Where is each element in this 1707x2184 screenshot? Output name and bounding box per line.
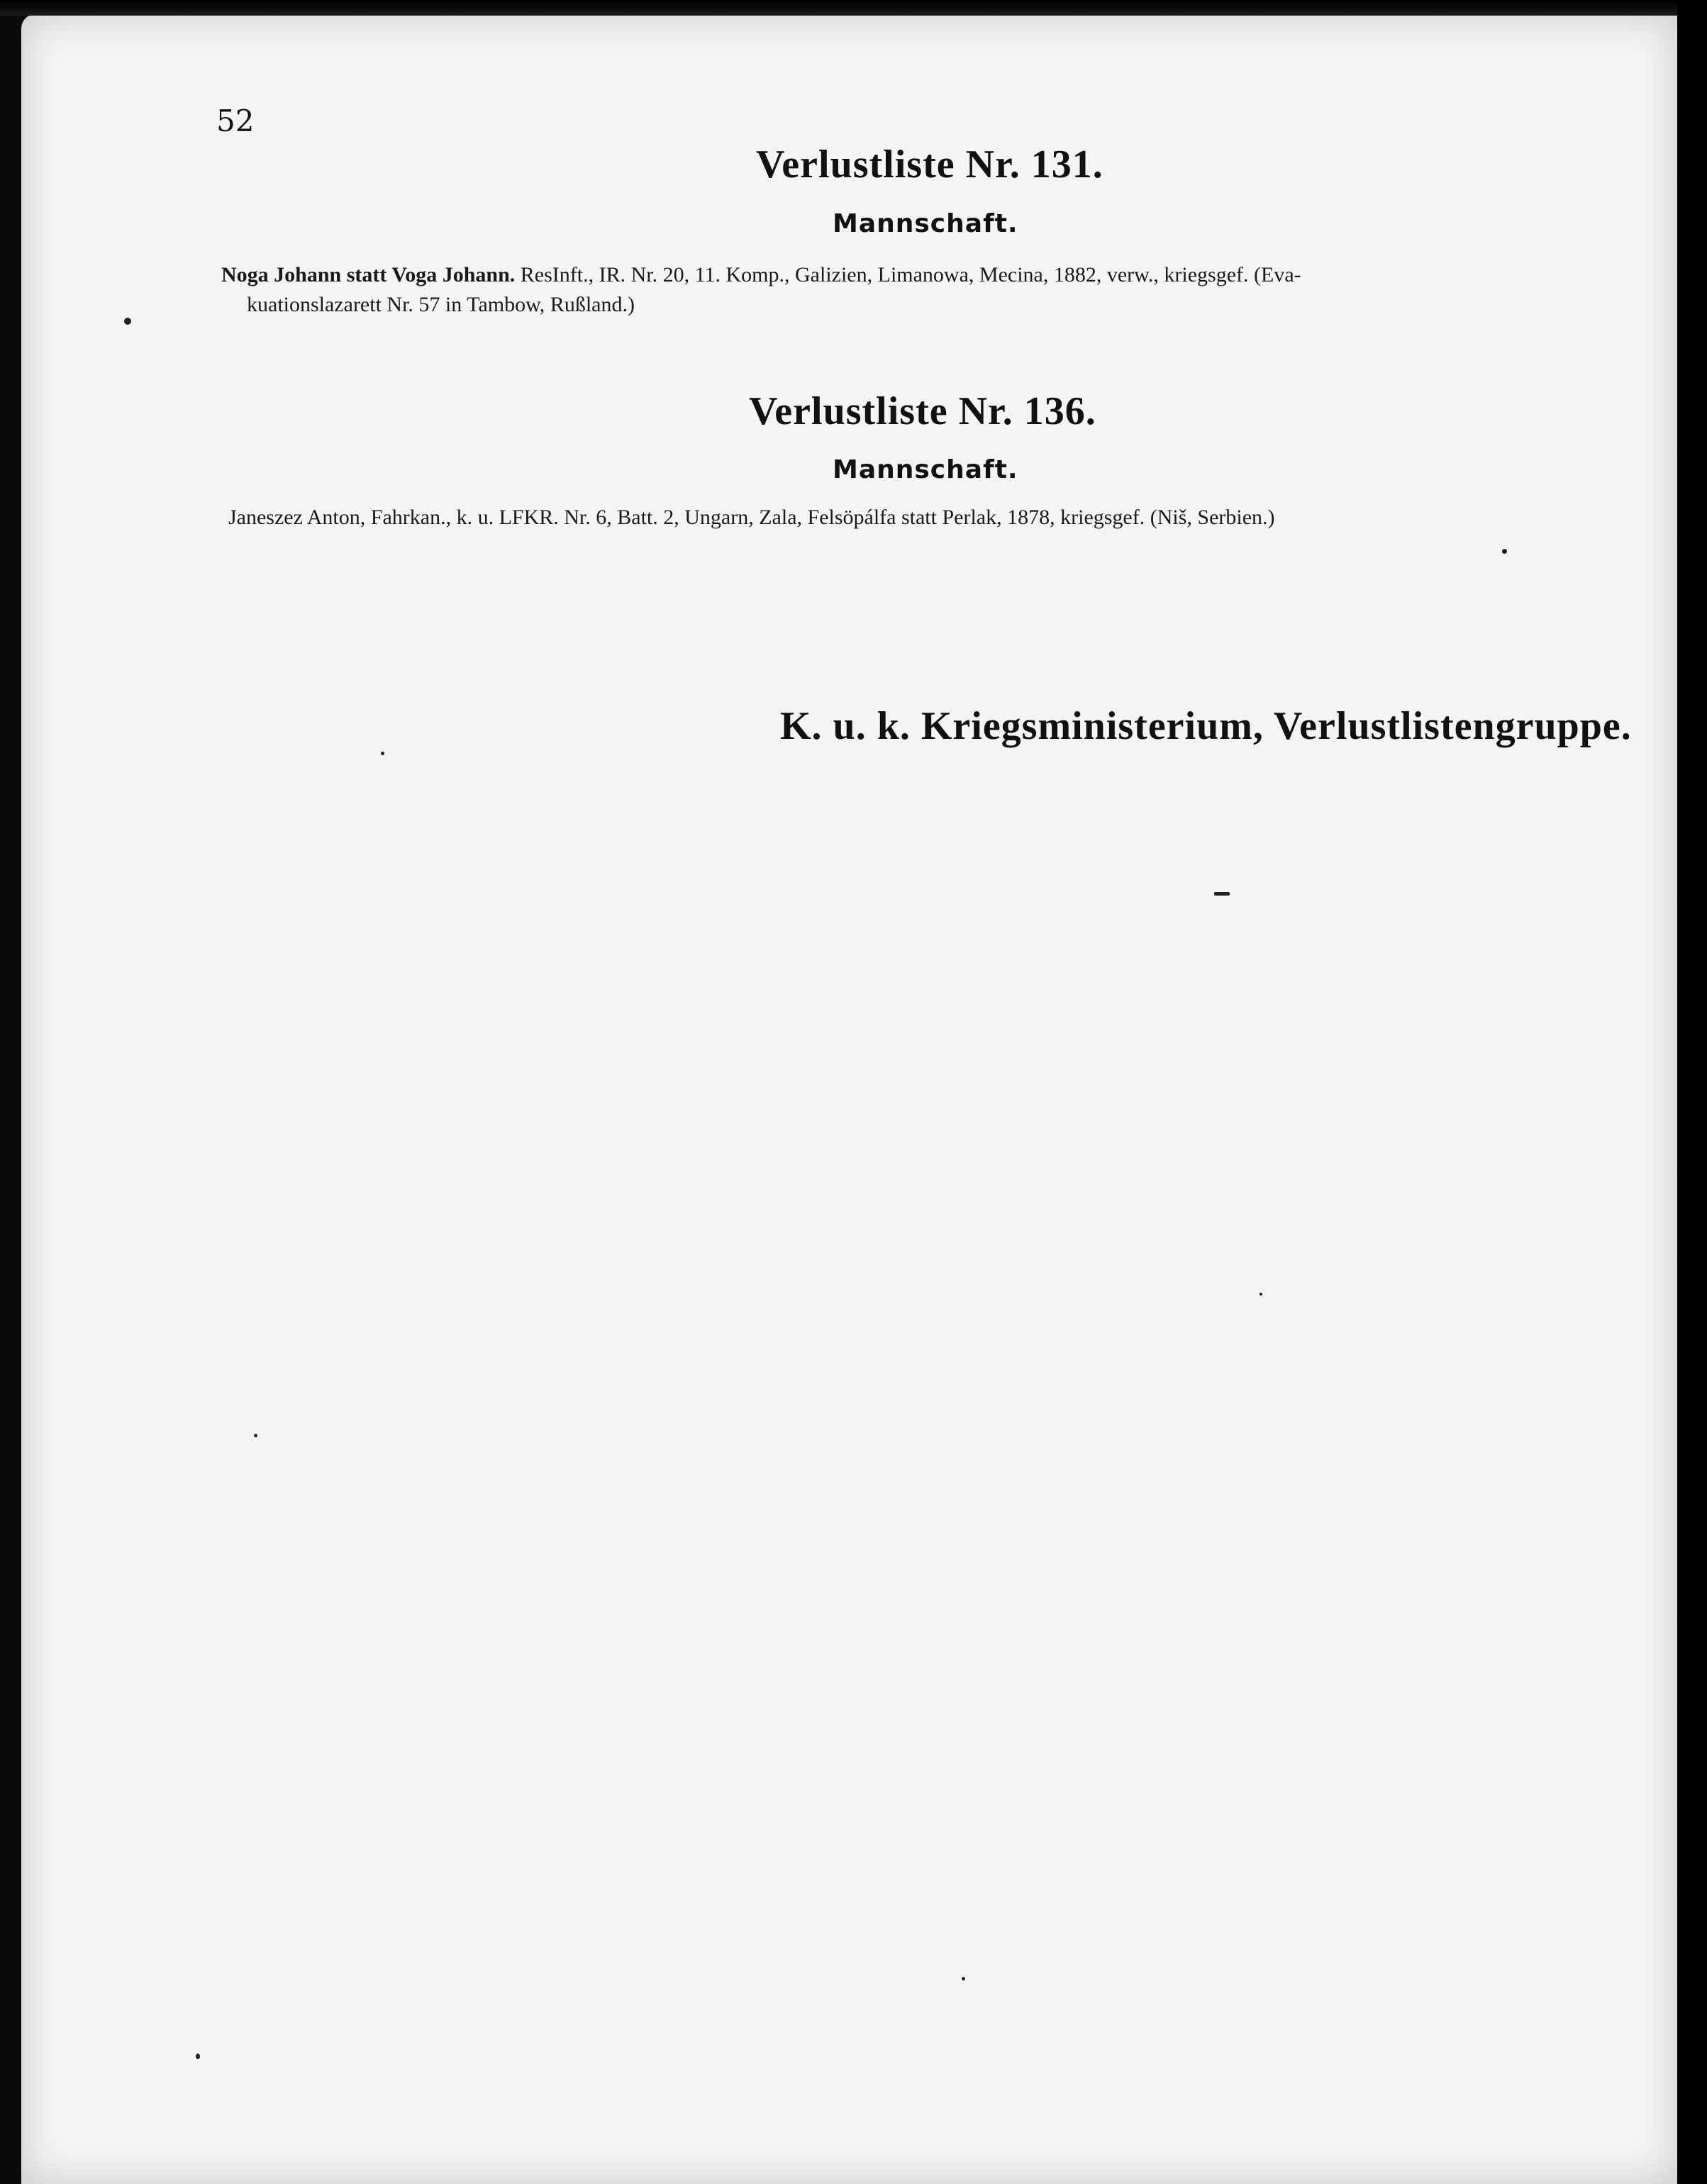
section-heading-mannschaft-136: Mannschaft. [833,455,1018,484]
document-page [21,14,1677,2184]
scan-border-right [1677,0,1707,2184]
scan-speck [1260,1293,1262,1296]
section-title-131: Verlustliste Nr. 131. [756,143,1103,186]
signature: K. u. k. Kriegsministerium, Verlustlistengruppe. [780,704,1632,748]
scan-speck [196,2054,200,2059]
entry-136-line1: Janeszez Anton, Fahrkan., k. u. LFKR. Nr. 6, Batt. 2, Ungarn, Zala, Felsöpálfa statt Perlak, 1878, kriegsgef. (Niš, Serbien.) [228,506,1275,529]
scan-speck [1502,549,1507,554]
scan-speck [381,752,384,755]
scan-speck [962,1977,965,1980]
entry-131-line1 [221,260,1301,290]
section-title-136: Verlustliste Nr. 136. [749,389,1096,433]
entry-131-name: Noga Johann statt Voga Johann. [221,263,516,286]
page-number: 52 [216,104,255,138]
entry-131-details: ResInft., IR. Nr. 20, 11. Komp., Galizien, Limanowa, Mecina, 1882, verw., kriegsgef. (Eva- [515,263,1301,286]
section-heading-mannschaft-131: Mannschaft. [833,209,1018,238]
scan-speck [124,318,131,325]
scan-speck [254,1434,257,1437]
entry-131-line2: kuationslazarett Nr. 57 in Tambow, Rußland.) [247,293,635,316]
scan-speck [1214,892,1230,896]
scan-border-top [0,0,1707,16]
